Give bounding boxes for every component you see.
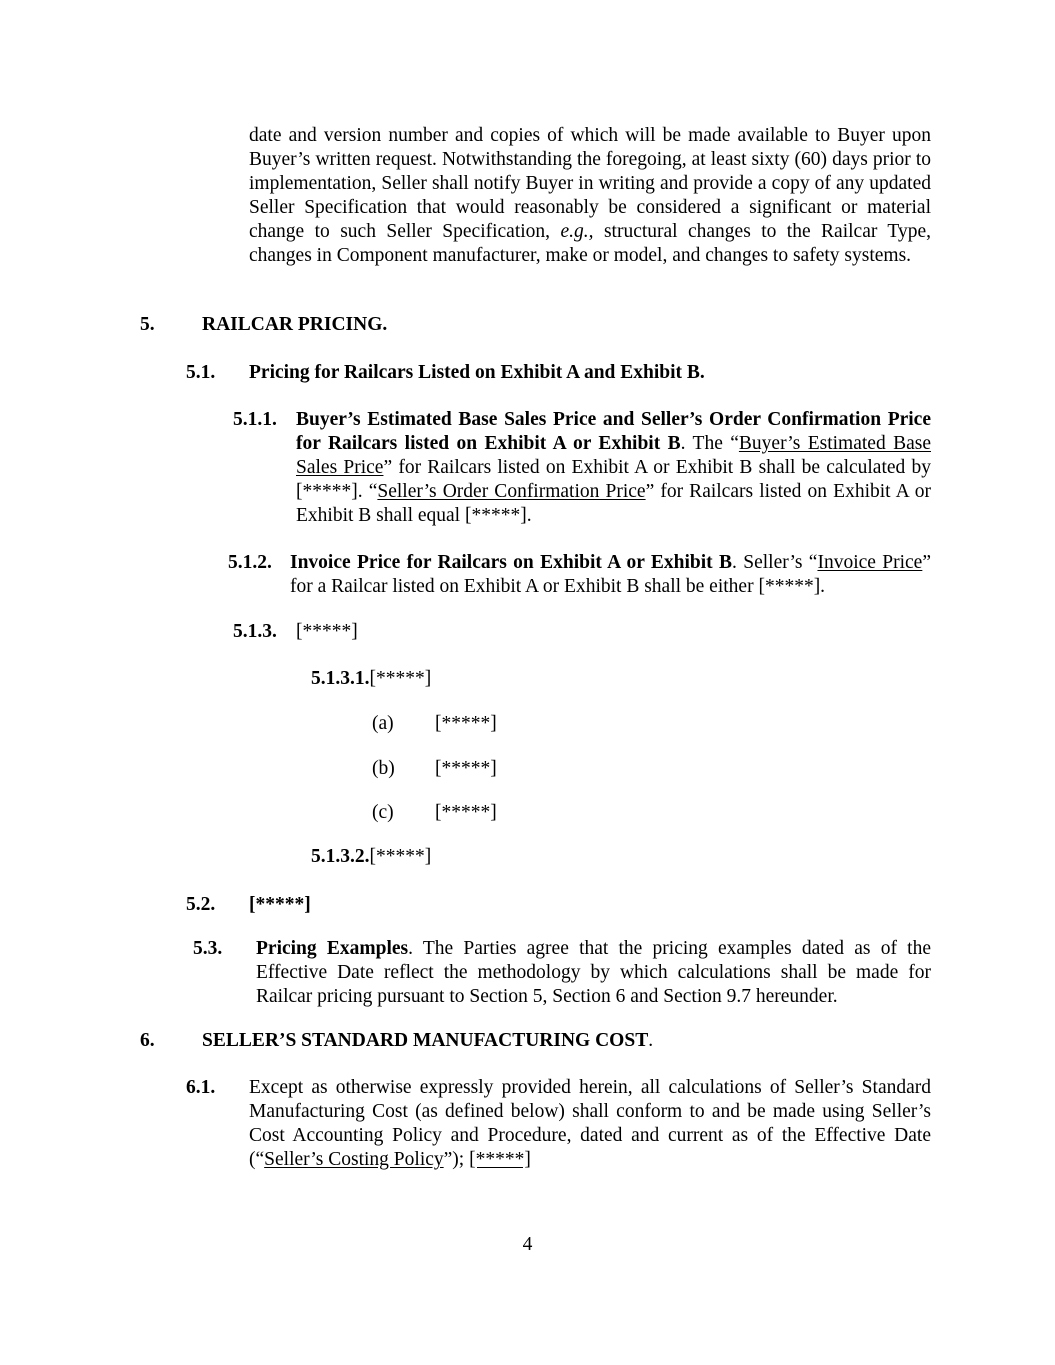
section-5-1-1-text1: . The “ bbox=[680, 433, 739, 454]
item-c-text: [*****] bbox=[435, 802, 497, 823]
section-5-number: 5. bbox=[140, 314, 155, 335]
section-6-heading-line bbox=[202, 1029, 653, 1053]
item-b-label: (b) bbox=[372, 758, 395, 779]
section-5-1-1-number: 5.1.1. bbox=[233, 409, 277, 430]
section-5-3-heading: Pricing Examples bbox=[256, 938, 409, 959]
section-5-1-2-heading: Invoice Price for Railcars on Exhibit A or Exhibit B bbox=[290, 552, 733, 573]
section-6-1-number: 6.1. bbox=[186, 1077, 216, 1098]
section-6-1-body bbox=[249, 1076, 931, 1172]
section-5-1-2-number: 5.1.2. bbox=[228, 552, 272, 573]
section-6-1-text1: Except as otherwise expressly provided herein, all calculations of Seller’s Standard Manufacturing Cost (as defined below) shall conform to and be made using Seller’s Cost Accounting Policy and Procedure, dated and current as of the Effective Date (“ bbox=[249, 1077, 931, 1170]
section-6-heading-period: . bbox=[648, 1030, 654, 1051]
section-5-1-number: 5.1. bbox=[186, 362, 216, 383]
item-b-text: [*****] bbox=[435, 758, 497, 779]
section-5-1-3-2-text: [*****] bbox=[369, 846, 432, 867]
term-sellers-costing-policy: Seller’s Costing Policy bbox=[264, 1149, 444, 1170]
section-5-1-3-2 bbox=[311, 845, 431, 869]
section-5-2-number: 5.2. bbox=[186, 894, 216, 915]
section-5-1-1-text2: ” for Railcars listed on Exhibit A or Exhibit B shall be calculated by [*****]. “ bbox=[296, 457, 931, 502]
section-5-1-2-text2: ” for a Railcar listed on Exhibit A or Exhibit B shall be either [*****]. bbox=[290, 552, 931, 597]
section-5-1-3-number: 5.1.3. bbox=[233, 621, 277, 642]
section-5-1-heading: Pricing for Railcars Listed on Exhibit A and Exhibit B. bbox=[249, 362, 705, 383]
section-6-number: 6. bbox=[140, 1030, 155, 1051]
item-a-label: (a) bbox=[372, 713, 394, 734]
section-5-1-3-text: [*****] bbox=[296, 621, 358, 642]
term-invoice-price: Invoice Price bbox=[817, 552, 923, 573]
section-5-1-2-text1: . Seller’s “ bbox=[732, 552, 818, 573]
section-5-1-1-text3: ” for Railcars listed on Exhibit A or Exhibit B shall equal [*****]. bbox=[296, 481, 931, 526]
intro-paragraph bbox=[249, 124, 931, 268]
term-buyers-estimated-base-sales-price: Buyer’s Estimated Base Sales Price bbox=[296, 433, 931, 478]
section-5-1-3-1 bbox=[311, 667, 431, 691]
section-5-3-text: . The Parties agree that the pricing examples dated as of the Effective Date reflect the methodology by which calculations shall be made for Railcar pricing pursuant to Section 5, Section 6 and Section 9.7 hereunder. bbox=[256, 938, 931, 1007]
intro-text-part2: structural changes to the Railcar Type, changes in Component manufacturer, make or model, and changes to safety systems. bbox=[249, 221, 932, 266]
section-5-heading: RAILCAR PRICING. bbox=[202, 314, 388, 335]
section-5-1-3-2-number: 5.1.3.2. bbox=[311, 846, 370, 867]
section-5-2-text: [*****] bbox=[249, 894, 311, 915]
item-a-text: [*****] bbox=[435, 713, 497, 734]
page-number: 4 bbox=[522, 1234, 533, 1255]
intro-text-part1: date and version number and copies of which will be made available to Buyer upon Buyer’s written request. Notwithstanding the foregoing, at least sixty (60) days prior to implementation, Seller shall notify Buyer in writing and provide a copy of any updated Seller Specification that would reasonably be considered a significant or material change to such Seller Specification, bbox=[249, 125, 931, 242]
section-5-3-body bbox=[256, 937, 931, 1009]
section-6-heading: SELLER’S STANDARD MANUFACTURING COST bbox=[202, 1030, 649, 1051]
section-6-1-text2: ”); bbox=[443, 1149, 470, 1170]
intro-eg: e.g., bbox=[560, 221, 594, 242]
section-5-1-1-body bbox=[296, 408, 931, 528]
section-5-3-number: 5.3. bbox=[193, 938, 223, 959]
section-5-1-1-heading: Buyer’s Estimated Base Sales Price and Seller’s Order Confirmation Price for Railcars listed on Exhibit A or Exhibit B bbox=[296, 409, 931, 454]
section-6-1-redacted: [*****] bbox=[469, 1149, 531, 1170]
section-5-1-2-body bbox=[290, 551, 931, 599]
item-c-label: (c) bbox=[372, 802, 394, 823]
term-sellers-order-confirmation-price: Seller’s Order Confirmation Price bbox=[377, 481, 646, 502]
section-5-1-3-1-number: 5.1.3.1. bbox=[311, 668, 370, 689]
section-5-1-3-1-text: [*****] bbox=[369, 668, 432, 689]
